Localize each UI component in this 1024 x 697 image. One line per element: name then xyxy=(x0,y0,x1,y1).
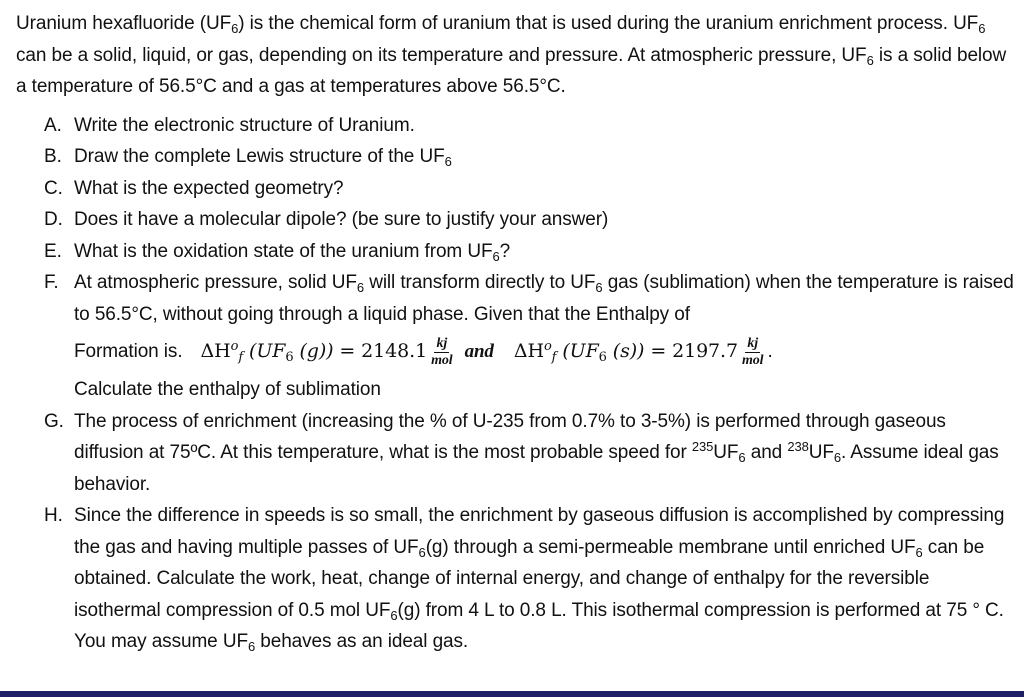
subscript: 6 xyxy=(978,21,986,36)
question-text-part: ? xyxy=(499,240,511,262)
question-letter: B. xyxy=(44,146,62,167)
question-text: Write the electronic structure of Uranium. xyxy=(74,114,415,136)
subscript: 6 xyxy=(285,350,294,366)
unit-numerator: kj xyxy=(436,335,448,351)
question-text-part: (g) through a semi-permeable membrane until enriched UF xyxy=(425,536,916,558)
question-letter: C. xyxy=(44,177,63,199)
question-text xyxy=(74,236,1014,268)
subscript: 6 xyxy=(598,350,607,366)
delta-h-symbol: ΔH xyxy=(513,340,544,363)
question-c xyxy=(14,173,1014,205)
question-letter: F. xyxy=(44,272,59,293)
subscript: 6 xyxy=(444,154,452,169)
question-text-part: and xyxy=(745,442,788,463)
question-text xyxy=(74,406,1014,501)
phase: (s)) xyxy=(612,340,645,363)
species: (UF xyxy=(249,340,286,363)
subscript: 6 xyxy=(492,248,500,264)
formation-label: Formation is. xyxy=(74,341,183,363)
enthalpy-value-solid: = 2197.7 xyxy=(650,340,738,363)
intro-paragraph xyxy=(16,8,1014,103)
question-text-part: What is the oxidation state of the uranium from UF xyxy=(74,240,493,262)
subscript: 6 xyxy=(738,450,746,465)
question-text-part: UF xyxy=(808,442,834,463)
question-text-part: UF xyxy=(713,442,739,463)
question-text-part: can be obtained. Calculate the work, heat, change of internal energy, and change of enthalpy for the reversible isothermal compression of 0.5 mol UF xyxy=(74,536,985,621)
question-d xyxy=(14,204,1014,236)
question-text-part: . Assume ideal gas behavior. xyxy=(74,442,999,495)
and-word: and xyxy=(464,341,494,363)
unit-denominator: mol xyxy=(741,352,764,368)
question-text-part: Draw the complete Lewis structure of the UF xyxy=(74,146,445,167)
enthalpy-equation-gas xyxy=(201,336,428,368)
subscript: 6 xyxy=(356,280,365,295)
question-text: What is the expected geometry? xyxy=(74,177,344,199)
question-h xyxy=(14,500,1014,658)
question-text-part: Calculate the enthalpy of sublimation xyxy=(74,379,381,400)
question-text-part: At atmospheric pressure, solid UF xyxy=(74,272,357,293)
isotope-superscript: 238 xyxy=(787,439,809,454)
question-letter: G. xyxy=(44,410,64,432)
question-text xyxy=(74,141,1014,173)
subscript: 6 xyxy=(231,21,239,36)
question-f xyxy=(14,267,1014,406)
intro-text: is a solid below a temperature of 56.5°C and a gas at temperatures above 56.5°C. xyxy=(16,44,1007,97)
question-e xyxy=(14,236,1014,268)
question-letter: E. xyxy=(44,240,62,262)
subscript: 6 xyxy=(866,52,874,68)
subscript: 6 xyxy=(915,544,923,560)
question-text-part: The process of enrichment (increasing the % of U-235 from 0.7% to 3-5%) is performed through gaseous diffusion at 75ºC. At this temperature, what is the most probable speed for xyxy=(74,410,946,463)
unit-fraction xyxy=(742,337,763,368)
enthalpy-equations xyxy=(74,330,1014,374)
question-text xyxy=(74,267,1014,406)
subscript: 6 xyxy=(418,544,426,560)
question-letter: A. xyxy=(44,114,62,136)
question-text: Does it have a molecular dipole? (be sure to justify your answer) xyxy=(74,209,609,230)
question-g xyxy=(14,406,1014,501)
phase: (g)) xyxy=(299,340,334,363)
subscript: 6 xyxy=(595,280,603,295)
question-text-part: (g) from 4 L to 0.8 L. This isothermal compression is performed at 75 ° C. You may assume UF xyxy=(74,599,1004,652)
intro-text: ) is the chemical form of uranium that is used during the uranium enrichment process. UF xyxy=(238,13,979,34)
intro-text: can be a solid, liquid, or gas, depending on its temperature and pressure. At atmospheric pressure, UF xyxy=(16,44,867,66)
question-text xyxy=(74,500,1014,658)
standard-state-mark: o xyxy=(543,339,552,355)
subscript: 6 xyxy=(390,607,398,623)
isotope-superscript: 235 xyxy=(691,439,714,454)
question-text-part: will transform directly to UF xyxy=(364,272,596,293)
species: (UF xyxy=(562,340,599,363)
standard-state-mark: o xyxy=(230,339,239,355)
question-letter: H. xyxy=(44,505,63,526)
question-text-part: gas (sublimation) when the temperature is raised to 56.5°C, without going through a liquid phase. Given that the Enthalpy of xyxy=(74,272,1014,325)
question-text-part: behaves as an ideal gas. xyxy=(255,631,469,652)
period: . xyxy=(767,341,773,363)
question-a xyxy=(14,110,1014,142)
unit-fraction xyxy=(431,337,452,368)
question-letter: D. xyxy=(44,209,63,230)
formation-subscript: f xyxy=(551,350,557,366)
question-text-part: Since the difference in speeds is so small, the enrichment by gaseous diffusion is accomplished by compressing the gas and having multiple passes of UF xyxy=(74,505,1005,558)
question-b xyxy=(14,141,1014,173)
intro-text: Uranium hexafluoride (UF xyxy=(16,13,232,34)
subscript: 6 xyxy=(247,639,256,654)
delta-h-symbol: ΔH xyxy=(200,340,231,363)
document xyxy=(14,8,1014,658)
unit-denominator: mol xyxy=(431,352,453,368)
formation-subscript: f xyxy=(238,350,244,366)
enthalpy-value-gas: = 2148.1 xyxy=(339,340,428,363)
bottom-border xyxy=(0,691,1024,697)
subscript: 6 xyxy=(833,450,841,465)
unit-numerator: kj xyxy=(747,335,759,351)
enthalpy-equation-solid xyxy=(514,336,738,368)
